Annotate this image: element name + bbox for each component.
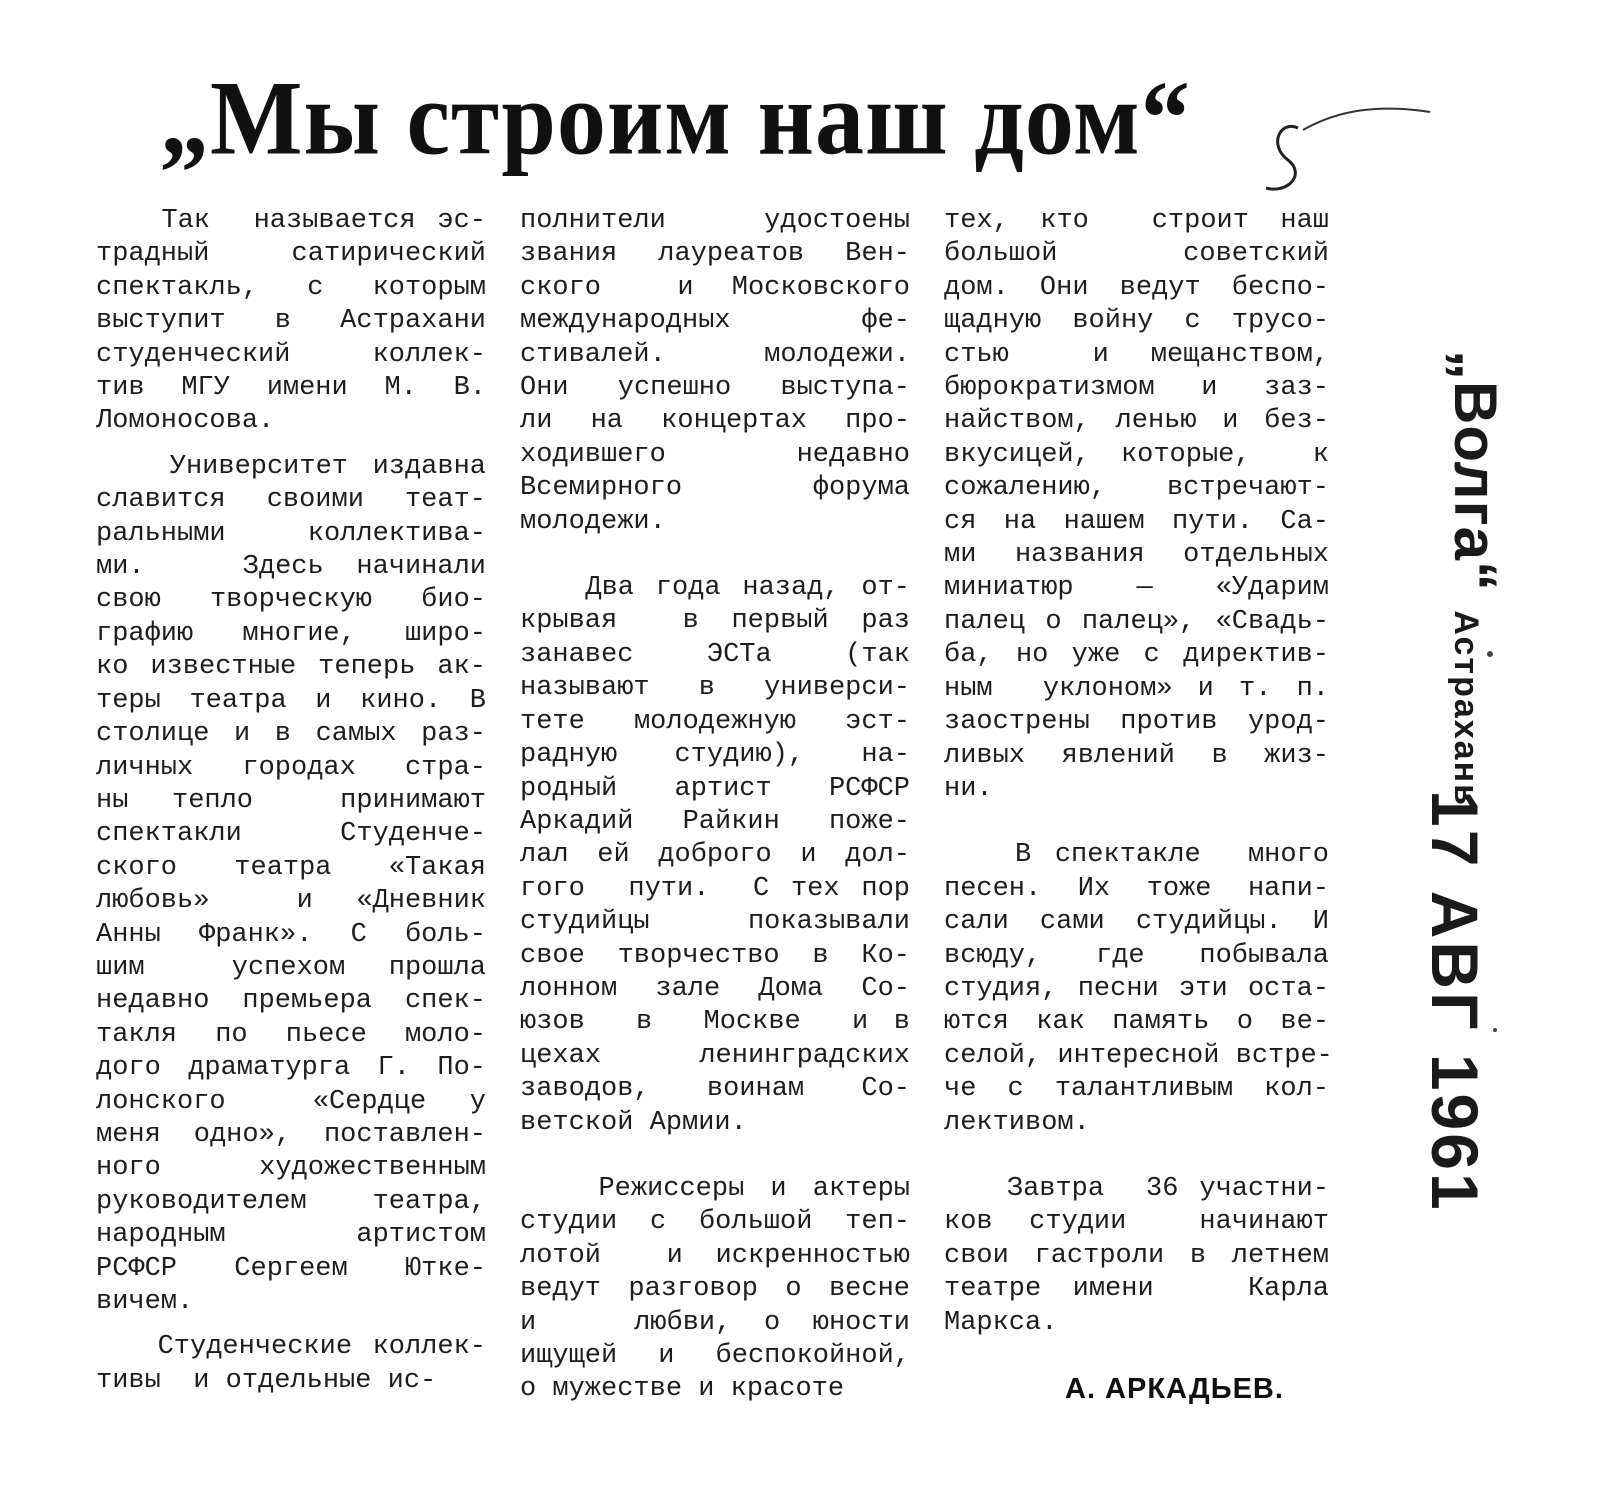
text-line: ны тепло принимают xyxy=(96,785,486,816)
text-line: всюду, где побывала xyxy=(944,940,1329,971)
text-line: ба, но уже с директив- xyxy=(944,640,1329,671)
text-line: сожалению, встречают- xyxy=(944,473,1329,504)
article-paragraph xyxy=(944,205,1329,806)
text-line: свое творчество в Ко- xyxy=(520,940,910,971)
paragraph-gap xyxy=(96,1319,486,1331)
text-line: звания лауреатов Вен- xyxy=(520,239,910,270)
text-line: теры театра и кино. В xyxy=(96,685,486,716)
text-line: Ломоносова. xyxy=(96,406,275,437)
text-line: заострены против урод- xyxy=(944,707,1329,738)
handwritten-mark-icon xyxy=(1258,90,1438,200)
text-line: ного художественным xyxy=(96,1153,486,1184)
text-line: личных городах стра- xyxy=(96,752,486,783)
article-paragraph xyxy=(520,572,910,1140)
text-line: лал ей доброго и дол- xyxy=(520,840,910,871)
text-line: бюрократизмом и заз- xyxy=(944,373,1329,404)
text-line: студия, песни эти оста- xyxy=(944,973,1329,1004)
text-line: цехах ленинградских xyxy=(520,1040,910,1071)
text-line: ни. xyxy=(944,773,993,804)
text-line: меня одно», поставлен- xyxy=(96,1119,486,1150)
text-line: традный сатирический xyxy=(96,239,486,270)
text-line: миниатюр — «Ударим xyxy=(944,573,1329,604)
text-line: спектакли Студенче- xyxy=(96,819,486,850)
text-line: международных фе- xyxy=(520,306,910,337)
text-line: ков студии начинают xyxy=(944,1207,1329,1238)
article-byline: А. АРКАДЬЕВ. xyxy=(1065,1373,1284,1405)
text-line: ся на нашем пути. Са- xyxy=(944,506,1329,537)
ink-speck xyxy=(1493,1028,1497,1032)
text-line: о мужестве и красоте xyxy=(520,1374,845,1405)
text-line: такля по пьесе моло- xyxy=(96,1019,486,1050)
text-line: ральными коллектива- xyxy=(96,518,486,549)
paragraph-gap xyxy=(520,539,910,572)
article-column-3 xyxy=(944,205,1333,1340)
text-line: песен. Их тоже напи- xyxy=(944,873,1329,904)
text-line: че с талантливым кол- xyxy=(944,1074,1329,1105)
article-paragraph xyxy=(520,205,910,539)
text-line: палец о палец», «Свадь- xyxy=(944,606,1329,637)
text-line: свою творческую био- xyxy=(96,585,486,616)
text-line: свои гастроли в летнем xyxy=(944,1240,1329,1271)
text-line: ются как память о ве- xyxy=(944,1007,1329,1038)
article-paragraph xyxy=(944,1173,1329,1340)
text-line: называют в универси- xyxy=(520,673,910,704)
text-line: шим успехом прошла xyxy=(96,952,486,983)
text-line: выступит в Астрахани xyxy=(96,306,486,337)
text-line: селой, интересной встре- xyxy=(944,1040,1333,1071)
text-line: ным уклоном» и т. п. xyxy=(944,673,1329,704)
article-column-2 xyxy=(520,205,910,1407)
text-line: дого драматурга Г. По- xyxy=(96,1053,486,1084)
text-line: стью и мещанством, xyxy=(944,339,1329,370)
article-paragraph xyxy=(520,1173,910,1407)
text-line: лективом. xyxy=(944,1107,1090,1138)
text-line: тете молодежную эст- xyxy=(520,706,910,737)
paragraph-gap xyxy=(520,1140,910,1173)
text-line: студийцы показывали xyxy=(520,907,910,938)
text-line: столице и в самых раз- xyxy=(96,719,486,750)
text-line: Завтра 36 участни- xyxy=(944,1173,1329,1204)
text-line: руководителем театра, xyxy=(96,1186,486,1217)
text-line: театре имени Карла xyxy=(944,1274,1329,1305)
text-line: стивалей. молодежи. xyxy=(520,339,910,370)
article-column-1 xyxy=(96,205,486,1398)
text-line: Маркса. xyxy=(944,1307,1058,1338)
stamp-newspaper-name: „Волга“ xyxy=(1442,350,1509,592)
text-line: ищущей и беспокойной, xyxy=(520,1341,910,1371)
text-line: и любви, о юности xyxy=(520,1307,910,1338)
text-line: спектакль, с которым xyxy=(96,272,486,303)
text-line: Они успешно выступа- xyxy=(520,373,910,404)
text-line: тивы и отдельные ис- xyxy=(96,1365,437,1396)
article-title: „Мы строим наш дом“ xyxy=(160,60,1191,178)
text-line: юзов в Москве и в xyxy=(520,1007,910,1038)
text-line: Так называется эс- xyxy=(96,206,486,236)
text-line: крывая в первый раз xyxy=(520,606,910,637)
stamp-city: Астрахань xyxy=(1447,610,1485,808)
text-line: родный артист РСФСР xyxy=(520,773,910,804)
ink-speck xyxy=(1487,651,1493,657)
text-line: ского и Московского xyxy=(520,272,910,303)
text-line: ветской Армии. xyxy=(520,1107,747,1138)
text-line: ко известные теперь ак- xyxy=(96,652,486,683)
text-line: ходившего недавно xyxy=(520,439,910,470)
text-line: славится своими теат- xyxy=(96,485,486,516)
text-line: Два года назад, от- xyxy=(520,573,910,604)
text-line: ливых явлений в жиз- xyxy=(944,740,1329,771)
text-line: Всемирного форума xyxy=(520,473,910,504)
text-line: гого пути. С тех пор xyxy=(520,873,910,904)
text-line: Университет издавна xyxy=(96,451,486,482)
text-line: ведут разговор о весне xyxy=(520,1274,910,1305)
text-line: тех, кто строит наш xyxy=(944,206,1329,236)
text-line: студенческий коллек- xyxy=(96,339,486,370)
text-line: найством, ленью и без- xyxy=(944,406,1329,437)
date-stamp xyxy=(1395,790,1515,1213)
text-line: Аркадий Райкин поже- xyxy=(520,806,910,837)
text-line: ского театра «Такая xyxy=(96,852,486,883)
article-paragraph xyxy=(96,451,486,1320)
text-line: любовь» и «Дневник xyxy=(96,886,486,917)
stamp-date-text: 17 АВГ 1961 xyxy=(1418,790,1492,1213)
text-line: радную студию), на- xyxy=(520,740,910,771)
text-line: недавно премьера спек- xyxy=(96,986,486,1017)
text-line: лонном зале Дома Со- xyxy=(520,973,910,1004)
text-line: лонского «Сердце у xyxy=(96,1086,486,1117)
text-line: народным артистом xyxy=(96,1220,486,1251)
text-line: занавес ЭСТа (так xyxy=(520,639,910,670)
paragraph-gap xyxy=(944,806,1329,839)
text-line: щадную войну с трусо- xyxy=(944,306,1329,337)
text-line: сали сами студийцы. И xyxy=(944,907,1329,938)
text-line: большой советский xyxy=(944,239,1329,270)
text-line: студии с большой теп- xyxy=(520,1207,910,1238)
text-line: дом. Они ведут беспо- xyxy=(944,272,1329,303)
text-line: РСФСР Сергеем Ютке- xyxy=(96,1253,486,1284)
text-line: молодежи. xyxy=(520,506,666,537)
text-line: Студенческие коллек- xyxy=(96,1332,486,1363)
text-line: графию многие, широ- xyxy=(96,618,486,649)
paragraph-gap xyxy=(944,1140,1329,1173)
text-line: ми названия отдельных xyxy=(944,540,1329,571)
text-line: ми. Здесь начинали xyxy=(96,552,486,583)
text-line: тив МГУ имени М. В. xyxy=(96,373,486,404)
text-line: В спектакле много xyxy=(944,840,1329,871)
article-paragraph xyxy=(96,205,486,439)
text-line: Анны Франк». С боль- xyxy=(96,919,486,950)
text-line: полнители удостоены xyxy=(520,206,910,236)
text-line: Режиссеры и актеры xyxy=(520,1173,910,1204)
article-paragraph xyxy=(944,839,1333,1140)
text-line: заводов, воинам Со- xyxy=(520,1074,910,1105)
text-line: вкусицей, которые, к xyxy=(944,439,1329,470)
paragraph-gap xyxy=(96,439,486,451)
article-paragraph xyxy=(96,1331,486,1398)
text-line: вичем. xyxy=(96,1287,194,1317)
text-line: лотой и искренностью xyxy=(520,1240,910,1271)
text-line: ли на концертах про- xyxy=(520,406,910,437)
